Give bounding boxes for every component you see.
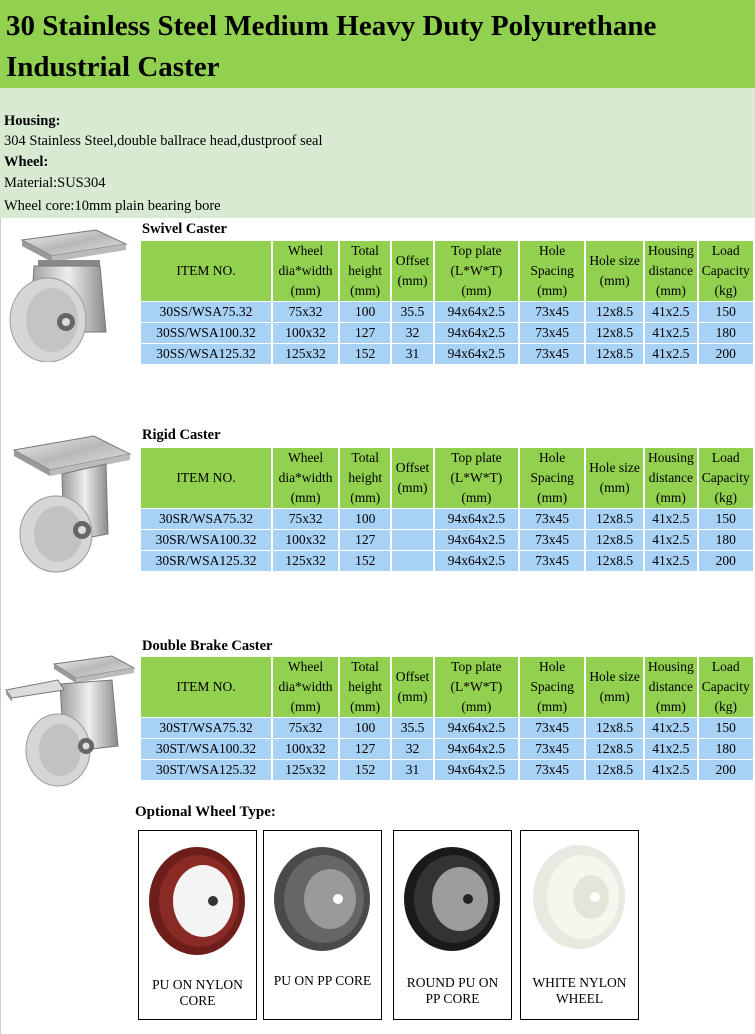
cell-hole-spacing: 73x45 xyxy=(520,718,584,738)
header-top-plate xyxy=(435,241,518,301)
header-wheel-line: dia*width xyxy=(278,470,333,485)
cell-item-no: 30SS/WSA100.32 xyxy=(141,323,271,343)
cell-total-height: 100 xyxy=(340,509,390,529)
wheel-option-pu-nylon xyxy=(138,830,257,1020)
header-hole-spacing-line: Hole xyxy=(538,659,566,674)
header-hole-spacing-line: Spacing xyxy=(530,263,574,278)
cell-item-no: 30SS/WSA125.32 xyxy=(141,344,271,364)
header-hole-spacing xyxy=(520,657,584,717)
cell-wheel: 125x32 xyxy=(273,344,338,364)
description-block xyxy=(0,88,755,218)
header-total-height-line: Total xyxy=(351,659,379,674)
header-load-capacity-line: Load xyxy=(711,450,740,465)
cell-offset xyxy=(392,509,432,529)
spec-table-swivel xyxy=(139,240,755,365)
header-load-capacity-line: (kg) xyxy=(714,283,738,298)
cell-total-height: 127 xyxy=(340,530,390,550)
cell-load-capacity: 200 xyxy=(699,760,753,780)
table-header-row xyxy=(141,657,753,717)
cell-housing-distance: 41x2.5 xyxy=(645,509,696,529)
table-row xyxy=(141,760,753,780)
header-item-no: ITEM NO. xyxy=(141,657,271,717)
cell-total-height: 152 xyxy=(340,551,390,571)
cell-top-plate: 94x64x2.5 xyxy=(435,323,518,343)
cell-load-capacity: 200 xyxy=(699,344,753,364)
cell-item-no: 30SR/WSA125.32 xyxy=(141,551,271,571)
cell-hole-size: 12x8.5 xyxy=(586,530,643,550)
cell-hole-size: 12x8.5 xyxy=(586,739,643,759)
header-hole-size xyxy=(586,448,643,508)
header-hole-size-line: (mm) xyxy=(599,689,630,704)
header-wheel-line: (mm) xyxy=(290,490,321,505)
wheel-label-round-pu-2: PP CORE xyxy=(425,991,480,1006)
header-top-plate-line: (L*W*T) xyxy=(450,679,503,694)
header-load-capacity-line: Capacity xyxy=(701,679,750,694)
page-title: 30 Stainless Steel Medium Heavy Duty Polyurethane Industrial Caster xyxy=(6,10,657,83)
double-brake-caster-image xyxy=(2,650,138,790)
header-hole-size-line: Hole size xyxy=(589,253,640,268)
header-item-no: ITEM NO. xyxy=(141,241,271,301)
round-pu-wheel-image xyxy=(398,839,506,959)
header-load-capacity-line: Capacity xyxy=(701,263,750,278)
page-title-bar xyxy=(0,0,755,88)
cell-load-capacity: 150 xyxy=(699,302,753,322)
cell-offset: 31 xyxy=(392,760,432,780)
header-wheel-line: (mm) xyxy=(290,699,321,714)
cell-hole-size: 12x8.5 xyxy=(586,760,643,780)
pu-pp-wheel-image xyxy=(268,839,376,959)
wheel-label-pu-nylon-1: PU ON NYLON xyxy=(152,977,243,992)
table-header-row xyxy=(141,241,753,301)
header-hole-spacing-line: (mm) xyxy=(537,283,568,298)
wheel-heading: Wheel: xyxy=(4,154,49,170)
rigid-caster-image xyxy=(6,430,136,575)
cell-load-capacity: 180 xyxy=(699,323,753,343)
header-offset xyxy=(392,657,432,717)
header-offset-line: (mm) xyxy=(397,689,428,704)
table-row xyxy=(141,718,753,738)
cell-hole-spacing: 73x45 xyxy=(520,302,584,322)
cell-hole-spacing: 73x45 xyxy=(520,739,584,759)
header-top-plate-line: Top plate xyxy=(451,243,502,258)
cell-top-plate: 94x64x2.5 xyxy=(435,530,518,550)
material-text: Material:SUS304 xyxy=(4,175,106,191)
header-total-height xyxy=(340,448,390,508)
wheel-label-pu-nylon-2: CORE xyxy=(179,993,216,1008)
left-border xyxy=(0,218,1,1034)
header-housing-distance-line: distance xyxy=(648,470,693,485)
cell-wheel: 75x32 xyxy=(273,302,338,322)
cell-wheel: 125x32 xyxy=(273,760,338,780)
header-hole-spacing-line: Hole xyxy=(538,450,566,465)
header-housing-distance-line: distance xyxy=(648,679,693,694)
header-load-capacity xyxy=(699,448,753,508)
cell-load-capacity: 150 xyxy=(699,718,753,738)
header-top-plate xyxy=(435,448,518,508)
table-row xyxy=(141,739,753,759)
cell-offset: 35.5 xyxy=(392,718,432,738)
housing-text: 304 Stainless Steel,double ballrace head,dustproof seal xyxy=(4,133,323,149)
header-offset-line: Offset xyxy=(395,253,430,268)
header-hole-spacing xyxy=(520,241,584,301)
cell-offset xyxy=(392,530,432,550)
header-offset-line: (mm) xyxy=(397,480,428,495)
header-wheel xyxy=(273,241,338,301)
header-total-height-line: Total xyxy=(351,450,379,465)
cell-housing-distance: 41x2.5 xyxy=(645,530,696,550)
header-housing-distance xyxy=(645,241,696,301)
header-hole-size xyxy=(586,241,643,301)
header-offset-line: Offset xyxy=(395,669,430,684)
header-hole-spacing-line: Hole xyxy=(538,243,566,258)
cell-item-no: 30ST/WSA125.32 xyxy=(141,760,271,780)
header-wheel-line: (mm) xyxy=(290,283,321,298)
cell-load-capacity: 200 xyxy=(699,551,753,571)
cell-top-plate: 94x64x2.5 xyxy=(435,551,518,571)
cell-offset: 32 xyxy=(392,323,432,343)
header-housing-distance-line: (mm) xyxy=(655,699,686,714)
header-top-plate-line: (L*W*T) xyxy=(450,470,503,485)
section-title-rigid: Rigid Caster xyxy=(142,427,221,443)
swivel-caster-image xyxy=(4,222,134,362)
table-row xyxy=(141,509,753,529)
header-top-plate-line: (mm) xyxy=(461,699,492,714)
header-total-height-line: (mm) xyxy=(350,490,381,505)
table-row xyxy=(141,551,753,571)
header-total-height-line: (mm) xyxy=(350,283,381,298)
cell-item-no: 30ST/WSA100.32 xyxy=(141,739,271,759)
header-hole-spacing-line: Spacing xyxy=(530,470,574,485)
cell-housing-distance: 41x2.5 xyxy=(645,551,696,571)
cell-load-capacity: 150 xyxy=(699,509,753,529)
cell-hole-spacing: 73x45 xyxy=(520,509,584,529)
wheel-label-round-pu-1: ROUND PU ON xyxy=(406,975,499,990)
cell-hole-size: 12x8.5 xyxy=(586,551,643,571)
header-load-capacity-line: Load xyxy=(711,243,740,258)
header-housing-distance xyxy=(645,657,696,717)
cell-housing-distance: 41x2.5 xyxy=(645,302,696,322)
cell-offset: 31 xyxy=(392,344,432,364)
cell-total-height: 152 xyxy=(340,760,390,780)
section-title-brake: Double Brake Caster xyxy=(142,638,273,654)
wheel-label-white-nylon-1: WHITE NYLON xyxy=(532,975,627,990)
cell-item-no: 30SR/WSA100.32 xyxy=(141,530,271,550)
header-top-plate-line: Top plate xyxy=(451,450,502,465)
table-header-row xyxy=(141,448,753,508)
header-total-height-line: height xyxy=(348,679,383,694)
header-load-capacity-line: Load xyxy=(711,659,740,674)
wheel-label-white-nylon-2: WHEEL xyxy=(555,991,604,1006)
cell-housing-distance: 41x2.5 xyxy=(645,344,696,364)
header-wheel xyxy=(273,448,338,508)
header-housing-distance-line: (mm) xyxy=(655,490,686,505)
header-wheel-line: Wheel xyxy=(287,450,324,465)
section-title-swivel: Swivel Caster xyxy=(142,221,227,237)
header-load-capacity-line: (kg) xyxy=(714,490,738,505)
header-hole-spacing xyxy=(520,448,584,508)
housing-heading: Housing: xyxy=(4,113,61,129)
header-hole-size-line: Hole size xyxy=(589,669,640,684)
wheel-core-text: Wheel core:10mm plain bearing bore xyxy=(4,198,221,214)
cell-wheel: 100x32 xyxy=(273,530,338,550)
cell-top-plate: 94x64x2.5 xyxy=(435,718,518,738)
header-housing-distance-line: distance xyxy=(648,263,693,278)
cell-hole-size: 12x8.5 xyxy=(586,344,643,364)
cell-offset xyxy=(392,551,432,571)
header-total-height xyxy=(340,657,390,717)
cell-hole-size: 12x8.5 xyxy=(586,718,643,738)
cell-item-no: 30ST/WSA75.32 xyxy=(141,718,271,738)
cell-hole-spacing: 73x45 xyxy=(520,530,584,550)
header-wheel-line: Wheel xyxy=(287,243,324,258)
wheel-option-pu-pp xyxy=(263,830,382,1020)
header-hole-spacing-line: Spacing xyxy=(530,679,574,694)
cell-item-no: 30SS/WSA75.32 xyxy=(141,302,271,322)
cell-top-plate: 94x64x2.5 xyxy=(435,760,518,780)
table-row xyxy=(141,323,753,343)
cell-housing-distance: 41x2.5 xyxy=(645,323,696,343)
header-total-height-line: height xyxy=(348,263,382,278)
table-row xyxy=(141,344,753,364)
cell-hole-size: 12x8.5 xyxy=(586,302,643,322)
cell-housing-distance: 41x2.5 xyxy=(645,718,696,738)
header-offset-line: Offset xyxy=(395,460,430,475)
header-load-capacity-line: Capacity xyxy=(701,470,750,485)
cell-offset: 32 xyxy=(392,739,432,759)
header-hole-size-line: Hole size xyxy=(589,460,640,475)
cell-load-capacity: 180 xyxy=(699,530,753,550)
cell-housing-distance: 41x2.5 xyxy=(645,739,696,759)
header-offset-line: (mm) xyxy=(397,273,428,288)
header-total-height-line: Total xyxy=(351,243,379,258)
header-housing-distance-line: (mm) xyxy=(655,283,686,298)
header-offset xyxy=(392,241,432,301)
spec-table-rigid xyxy=(139,447,755,572)
header-top-plate-line: (mm) xyxy=(461,283,492,298)
cell-total-height: 100 xyxy=(340,718,390,738)
header-top-plate-line: Top plate xyxy=(451,659,502,674)
optional-wheel-title: Optional Wheel Type: xyxy=(135,804,276,820)
header-total-height-line: height xyxy=(348,470,383,485)
cell-top-plate: 94x64x2.5 xyxy=(435,344,518,364)
header-hole-spacing-line: (mm) xyxy=(537,699,568,714)
cell-load-capacity: 180 xyxy=(699,739,753,759)
header-offset xyxy=(392,448,432,508)
cell-top-plate: 94x64x2.5 xyxy=(435,302,518,322)
cell-wheel: 75x32 xyxy=(273,509,338,529)
header-load-capacity xyxy=(699,657,753,717)
cell-item-no: 30SR/WSA75.32 xyxy=(141,509,271,529)
wheel-label-pu-pp: PU ON PP CORE xyxy=(273,973,372,988)
cell-top-plate: 94x64x2.5 xyxy=(435,509,518,529)
wheel-option-white-nylon xyxy=(520,830,639,1020)
cell-wheel: 100x32 xyxy=(273,739,338,759)
header-top-plate-line: (mm) xyxy=(461,490,492,505)
cell-total-height: 127 xyxy=(340,739,390,759)
header-load-capacity xyxy=(699,241,753,301)
cell-wheel: 75x32 xyxy=(273,718,338,738)
header-top-plate-line: (L*W*T) xyxy=(450,263,503,278)
header-hole-size xyxy=(586,657,643,717)
cell-hole-spacing: 73x45 xyxy=(520,323,584,343)
cell-hole-spacing: 73x45 xyxy=(520,344,584,364)
header-housing-distance xyxy=(645,448,696,508)
table-row xyxy=(141,530,753,550)
cell-total-height: 100 xyxy=(340,302,390,322)
header-housing-distance-line: Housing xyxy=(647,243,694,258)
header-hole-size-line: (mm) xyxy=(599,480,630,495)
cell-total-height: 152 xyxy=(340,344,390,364)
cell-total-height: 127 xyxy=(340,323,390,343)
header-load-capacity-line: (kg) xyxy=(714,699,738,714)
header-hole-spacing-line: (mm) xyxy=(537,490,568,505)
cell-offset: 35.5 xyxy=(392,302,432,322)
cell-housing-distance: 41x2.5 xyxy=(645,760,696,780)
white-nylon-wheel-image xyxy=(525,839,633,959)
header-hole-size-line: (mm) xyxy=(599,273,630,288)
cell-wheel: 125x32 xyxy=(273,551,338,571)
cell-top-plate: 94x64x2.5 xyxy=(435,739,518,759)
cell-hole-size: 12x8.5 xyxy=(586,323,643,343)
header-housing-distance-line: Housing xyxy=(647,659,694,674)
header-wheel-line: dia*width xyxy=(278,263,333,278)
cell-hole-spacing: 73x45 xyxy=(520,551,584,571)
wheel-option-round-pu xyxy=(393,830,512,1020)
table-row xyxy=(141,302,753,322)
header-wheel-line: dia*width xyxy=(278,679,333,694)
cell-hole-size: 12x8.5 xyxy=(586,509,643,529)
header-item-no: ITEM NO. xyxy=(141,448,271,508)
pu-nylon-wheel-image xyxy=(143,839,251,959)
cell-wheel: 100x32 xyxy=(273,323,338,343)
header-housing-distance-line: Housing xyxy=(647,450,694,465)
header-total-height-line: (mm) xyxy=(350,699,381,714)
header-wheel-line: Wheel xyxy=(287,659,324,674)
spec-table-brake xyxy=(139,656,755,781)
header-top-plate xyxy=(435,657,518,717)
cell-hole-spacing: 73x45 xyxy=(520,760,584,780)
header-total-height xyxy=(340,241,390,301)
header-wheel xyxy=(273,657,338,717)
